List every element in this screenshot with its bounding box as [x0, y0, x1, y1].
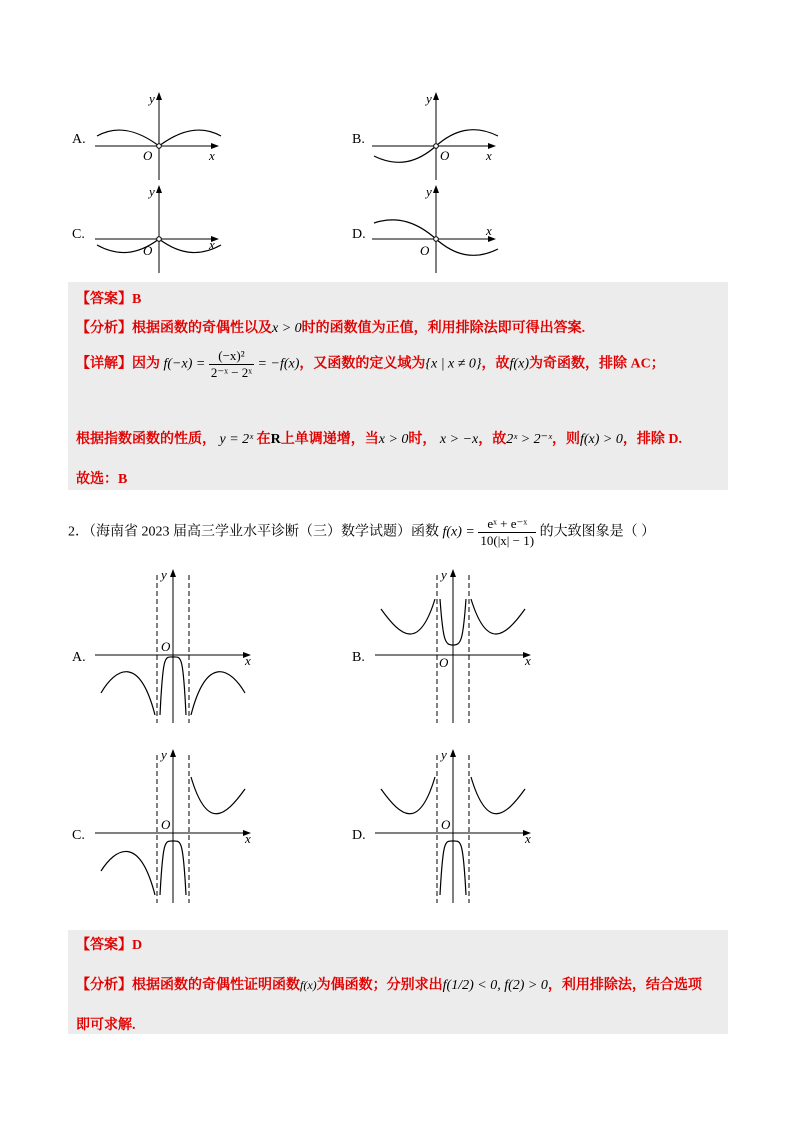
line2-text-3: 上单调递增，当: [280, 432, 379, 447]
q2-graph-c: [95, 745, 265, 905]
detail-text-4: 为奇函数，排除 AC；: [528, 356, 665, 372]
analysis-fx: f(x): [300, 978, 317, 992]
line2-text-6: ，则: [552, 432, 580, 447]
curve-right: [471, 777, 525, 814]
analysis-text-1: 根据函数的奇偶性以及: [132, 321, 272, 336]
origin-label: O: [161, 639, 171, 654]
q1-graph-d: [372, 185, 502, 275]
q1-graph-c: [95, 185, 225, 275]
analysis-line: [76, 974, 702, 994]
y-axis-arrow: [156, 185, 162, 193]
analysis-text-1: 根据函数的奇偶性证明函数: [132, 978, 300, 993]
q2-option-d-label: D.: [352, 828, 366, 843]
answer-line: [76, 288, 141, 308]
y-axis-arrow: [450, 749, 456, 757]
line2-math-4: 2ˣ > 2⁻ˣ: [506, 432, 552, 447]
y-axis-label: y: [161, 747, 167, 762]
line2-text-1: 根据指数函数的性质，: [76, 432, 216, 447]
detail-text-2: ，又函数的定义域为: [299, 356, 426, 372]
x-axis-label: x: [486, 148, 492, 163]
hole-point: [157, 237, 162, 242]
line2-math-1: y = 2ˣ: [219, 432, 254, 447]
line2-text-7: ，排除 D.: [622, 432, 682, 447]
x-axis-label: x: [486, 223, 492, 238]
hole-point: [434, 237, 439, 242]
y-axis-arrow: [450, 569, 456, 577]
x-axis-label: x: [245, 831, 251, 846]
q2-graph-a: [95, 565, 265, 725]
hole-point: [434, 144, 439, 149]
q2-source: （海南省 2023 届高三学业水平诊断（三）数学试题）函数: [89, 524, 439, 540]
q2-func-fraction: [478, 516, 536, 549]
answer-tag: 【答案】: [76, 292, 132, 307]
q2-func-num: eˣ + e⁻ˣ: [478, 516, 536, 533]
detail-tag: 【详解】: [76, 356, 132, 372]
q2-option-a-label: A.: [72, 650, 86, 665]
curve-left: [381, 599, 435, 634]
detail-frac-num: (−x)²: [209, 348, 254, 365]
analysis-tag: 【分析】: [76, 321, 132, 336]
origin-label: O: [420, 243, 430, 258]
detail-frac-den: 2⁻ˣ − 2ˣ: [210, 365, 253, 380]
q2-option-b-label: B.: [352, 650, 365, 665]
x-axis-label: x: [525, 831, 531, 846]
q1-option-d-label: D.: [352, 227, 366, 242]
line2-math-2: x > 0: [378, 432, 409, 447]
detail-lhs: f(−x) =: [163, 356, 206, 372]
detail-rhs: = −f(x): [257, 356, 300, 372]
y-axis-label: y: [441, 747, 447, 762]
detail-text-3: ，故: [481, 356, 510, 372]
origin-label: O: [440, 148, 450, 163]
origin-label: O: [441, 817, 451, 832]
origin-label: O: [161, 817, 171, 832]
analysis-line: [76, 317, 585, 337]
analysis-text-3: ，利用排除法，结合选项: [547, 978, 702, 993]
solution-box-2: [68, 930, 728, 1034]
line2-math-3: x > −x: [439, 432, 479, 447]
line2-text-4: 时，: [408, 432, 437, 447]
y-axis-arrow: [433, 185, 439, 193]
detail-text-1: 因为: [132, 356, 160, 372]
q2-number: 2．: [68, 524, 89, 540]
line2-text-2: 在: [256, 432, 271, 447]
curve-right: [471, 599, 525, 634]
answer-value: B: [132, 292, 142, 307]
detail-line: [76, 348, 665, 381]
origin-label: O: [143, 148, 153, 163]
analysis-math: f(1/2) < 0, f(2) > 0: [442, 978, 548, 993]
curve-right: [191, 672, 245, 715]
q2-graph-d: [375, 745, 545, 905]
line2-math-5: f(x) > 0: [580, 432, 623, 447]
q2-func-lhs: f(x) =: [442, 524, 475, 540]
y-axis-arrow: [170, 569, 176, 577]
analysis-text-2: 为偶函数；分别求出: [316, 978, 443, 993]
analysis-tag: 【分析】: [76, 978, 132, 993]
answer-line: [76, 934, 142, 954]
analysis-text-2: 时的函数值为正值，利用排除法即可得出答案.: [301, 321, 586, 336]
y-axis-arrow: [170, 749, 176, 757]
y-axis-label: y: [149, 91, 155, 106]
y-axis-label: y: [426, 91, 432, 106]
q2-tail: 的大致图象是（ ）: [539, 524, 656, 540]
q2-graph-b: [375, 565, 545, 725]
answer-tag: 【答案】: [76, 938, 132, 953]
q1-option-b-label: B.: [352, 132, 365, 147]
hole-point: [157, 144, 162, 149]
q2-stem: [68, 516, 655, 549]
x-axis-label: x: [209, 237, 215, 252]
q2-option-c-label: C.: [72, 828, 85, 843]
y-axis-label: y: [426, 184, 432, 199]
origin-label: O: [143, 243, 153, 258]
curve-right: [191, 777, 245, 814]
y-axis-label: y: [161, 567, 167, 582]
q1-option-a-label: A.: [72, 132, 86, 147]
y-axis-label: y: [149, 184, 155, 199]
analysis-math: x > 0: [272, 321, 302, 336]
curve-left: [101, 672, 155, 715]
detail-fraction: [209, 348, 254, 381]
y-axis-arrow: [433, 92, 439, 100]
x-axis-label: x: [525, 653, 531, 668]
y-axis-label: y: [441, 567, 447, 582]
detail-domain: {x | x ≠ 0}: [425, 356, 482, 372]
curve-left: [101, 851, 155, 895]
q2-func-den: 10(|x| − 1): [480, 533, 535, 548]
x-axis-label: x: [209, 148, 215, 163]
line2-text-5: ，故: [478, 432, 507, 447]
origin-label: O: [439, 655, 449, 670]
q1-graph-b: [372, 92, 502, 182]
line2-R: R: [270, 432, 281, 447]
y-axis-arrow: [156, 92, 162, 100]
curve-left: [381, 777, 435, 814]
answer-value: D: [132, 938, 143, 953]
x-axis-label: x: [245, 653, 251, 668]
detail-line-2: [76, 428, 682, 448]
q1-graph-a: [95, 92, 225, 182]
detail-fx: f(x): [509, 356, 529, 372]
q1-option-c-label: C.: [72, 227, 85, 242]
solution-box-1: [68, 282, 728, 490]
analysis-line-2: 即可求解.: [76, 1018, 136, 1033]
choose-line: 故选：B: [76, 472, 128, 487]
